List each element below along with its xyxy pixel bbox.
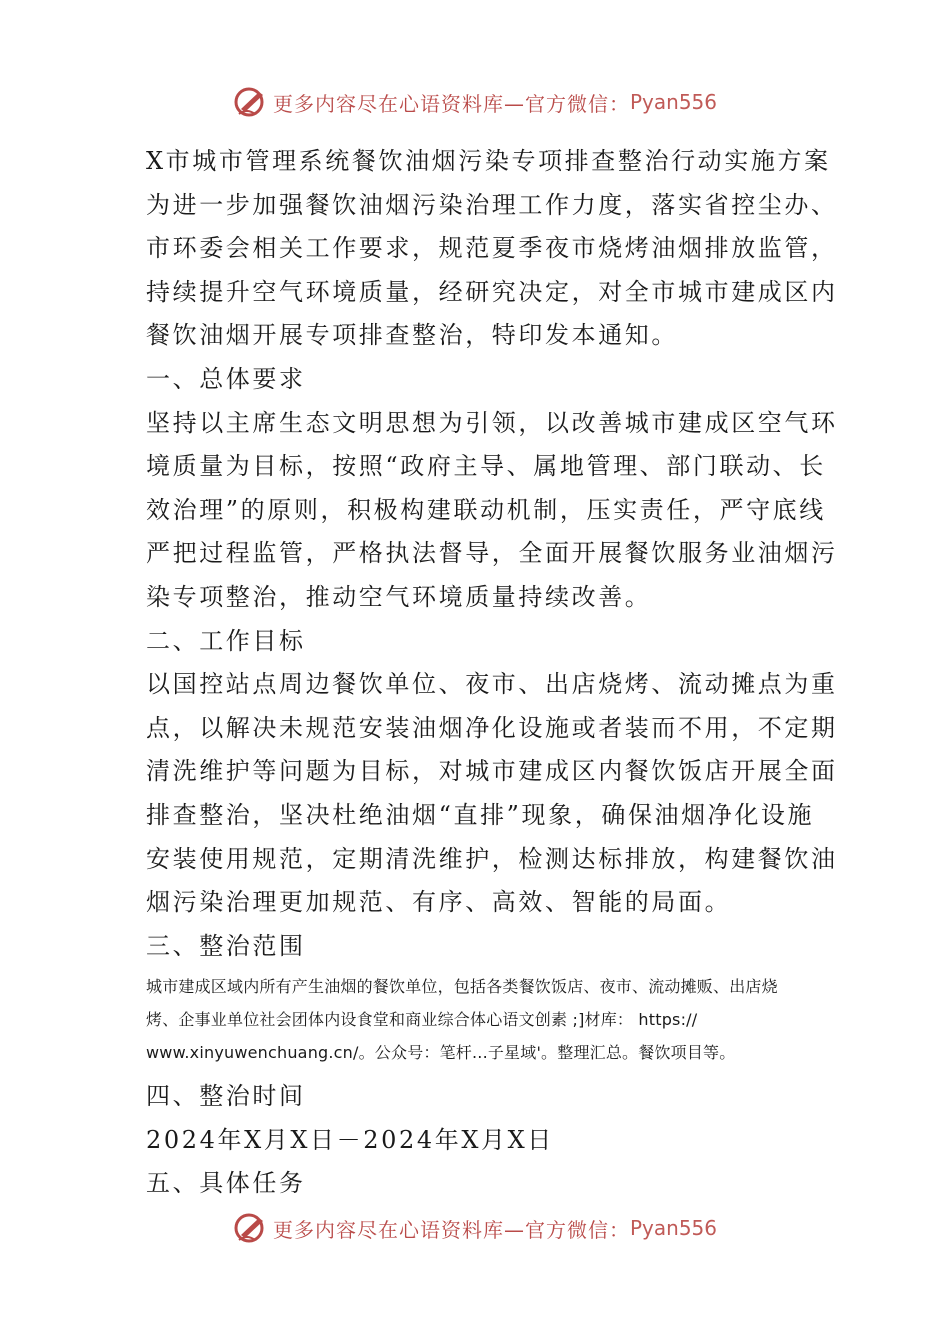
watermark-wechat-id: Pyan556 [629,90,717,114]
watermark-wechat-id: Pyan556 [629,1216,717,1240]
paragraph-line: 持续提升空气环境质量，经研究决定，对全市城市建成区内 [146,277,838,306]
paragraph-line: 餐饮油烟开展专项排查整治，特印发本通知。 [146,321,678,350]
pen-logo-icon [233,1210,269,1246]
watermark-text: 更多内容尽在心语资料库—官方微信： [272,91,630,116]
section-heading: 一、总体要求 [146,364,306,393]
document-body [146,140,838,1206]
paragraph-line: 烟污染治理更加规范、有序、高效、智能的局面。 [146,888,732,917]
section-heading: 四、整治时间 [146,1082,306,1111]
paragraph-line: 清洗维护等问题为目标，对城市建成区内餐饮饭店开展全面 [146,757,838,786]
paragraph-line: 坚持以主席生态文明思想为引领，以改善城市建成区空气环 [146,408,838,437]
paragraph-line: 安装使用规范，定期清洗维护，检测达标排放，构建餐饮油 [146,844,838,873]
paragraph-line: www.xinyuwenchuang.cn/。公众号：笔杆...子星域'。整理汇总。餐饮项目等。 [146,1043,736,1063]
paragraph-line: 烤、企事业单位社会团体内设食堂和商业综合体心语文创素 ;]材库： https:// [146,1010,698,1030]
paragraph-line: 2024年X月X日－2024年X月X日 [146,1125,554,1154]
paragraph-line: 以国控站点周边餐饮单位、夜市、出店烧烤、流动摊点为重 [146,670,838,699]
scope-paragraph [146,970,816,1069]
watermark-text: 更多内容尽在心语资料库—官方微信： [272,1217,630,1242]
paragraph-line: 效治理”的原则，积极构建联动机制，压实责任，严守底线 [146,495,826,524]
paragraph-line: 境质量为目标，按照“政府主导、属地管理、部门联动、长 [146,452,826,481]
section-heading: 二、工作目标 [146,626,306,655]
paragraph-line: 染专项整治，推动空气环境质量持续改善。 [146,582,652,611]
paragraph-line: 点，以解决未规范安装油烟净化设施或者装而不用，不定期 [146,713,838,742]
watermark-banner-bottom [0,1206,950,1250]
section-heading: 三、整治范围 [146,931,306,960]
paragraph-line: 为进一步加强餐饮油烟污染治理工作力度，落实省控尘办、 [146,190,838,219]
paragraph-line: 排查整治，坚决杜绝油烟“直排”现象，确保油烟净化设施 [146,800,815,829]
paragraph-line: 严把过程监管，严格执法督导，全面开展餐饮服务业油烟污 [146,539,838,568]
paragraph-line: 市环委会相关工作要求，规范夏季夜市烧烤油烟排放监管， [146,234,838,263]
pen-logo-icon [233,84,269,120]
paragraph-line: 城市建成区域内所有产生油烟的餐饮单位，包括各类餐饮饭店、夜市、流动摊贩、出店烧 [146,977,778,997]
watermark-banner-top [0,80,950,124]
document-title: X市城市管理系统餐饮油烟污染专项排查整治行动实施方案 [146,147,831,175]
section-heading: 五、具体任务 [146,1169,306,1198]
